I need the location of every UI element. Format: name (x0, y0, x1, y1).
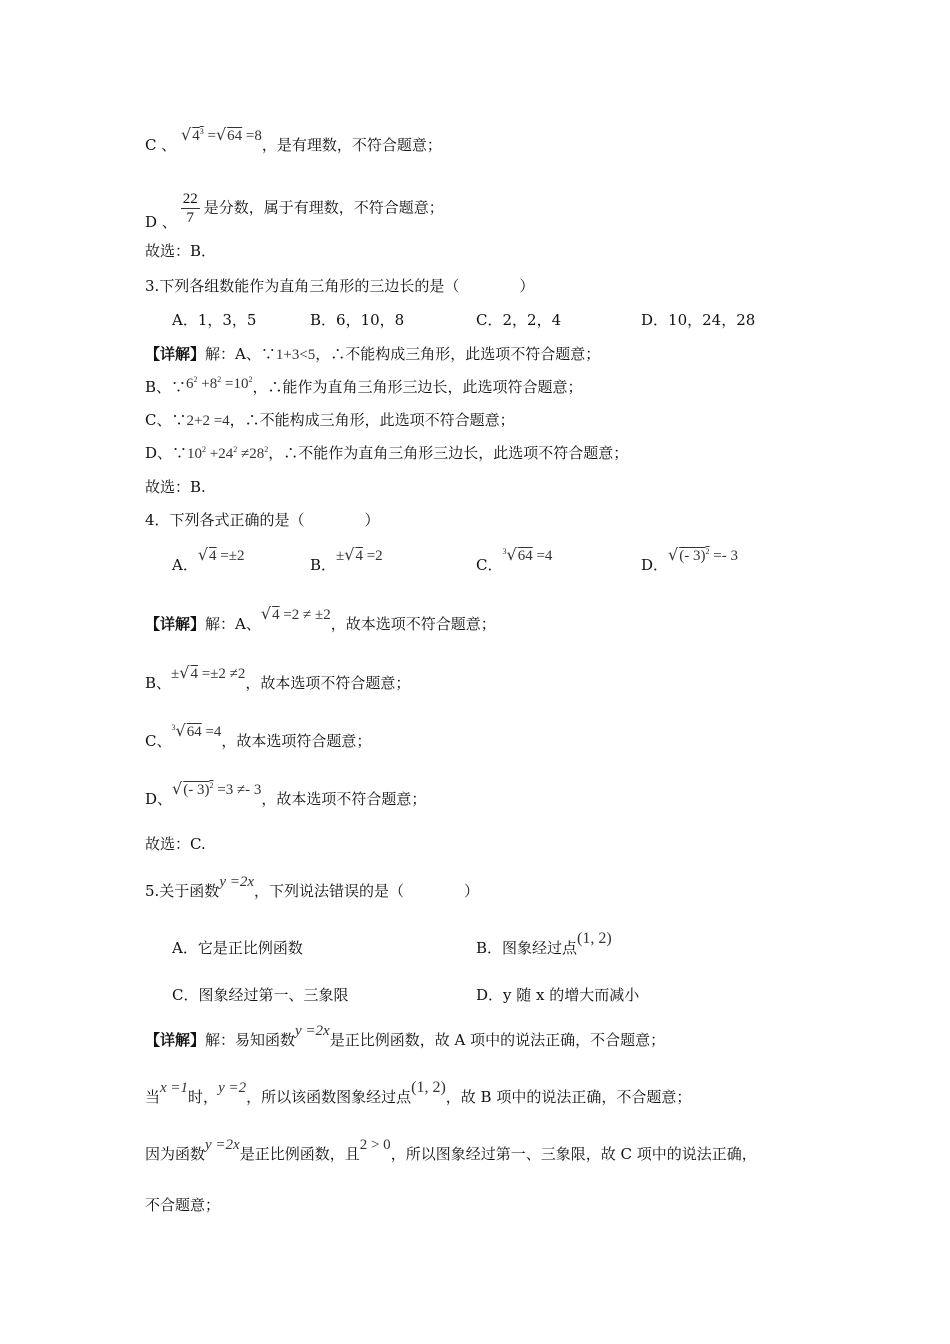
q2-option-c-explanation: C 、 $√4^3 =√64 =8$，是有理数，不符合题意； (145, 125, 442, 154)
q5-detail-line2: 当x =1时，y =2，所以该函数图象经过点(1, 2)，故 B 项中的说法正确，不合题意； (145, 1079, 692, 1106)
q4-option-c: C．$^3$√64 =4 (476, 545, 553, 574)
q3-detail-b: B、$\because 6^2 +8^2 =10^2$，∴能作为直角三角形三边长，此选项符合题意； (145, 375, 583, 396)
q3-option-b: B．6，10，8 (310, 311, 405, 329)
q4-stem: 4．下列各式正确的是（ ） (145, 511, 380, 529)
q3-stem: 3.下列各组数能作为直角三角形的三边长的是（ ） (145, 277, 535, 295)
math-pythagoras-b: $6^2 +8^2 =10^2$ (186, 375, 253, 392)
q4-detail-b: B、±√4 =±2 ≠2，故本选项不符合题意； (145, 663, 411, 692)
q5-option-d: D．y 随 x 的增大而减小 (476, 986, 640, 1004)
q3-detail-a: 【详解】解：A、∵1+3<5，∴不能构成三角形，此选项不符合题意； (145, 345, 601, 363)
q4-option-d: D．√(- 3)$^2$ =- 3 (641, 545, 738, 574)
math-c-expression: $√4^3 =√64 =8$ (181, 125, 262, 144)
q5-detail-line3: 因为函数y =2x是正比例函数，且2 > 0，所以图象经过第一、三象限，故 C 项中的说法正确， (145, 1137, 757, 1163)
q5-option-a: A．它是正比例函数 (172, 939, 303, 957)
q4-answer: 故选：C. (145, 835, 206, 853)
q2-option-d-explanation: D 、 $\frac{22}{7}$ 是分数，属于有理数，不符合题意； (145, 191, 444, 231)
q2-answer: 故选：B． (145, 242, 217, 260)
q5-option-c: C．图象经过第一、三象限 (172, 986, 349, 1004)
fraction-22-7: $\frac{22}{7}$ (182, 191, 198, 226)
q3-option-a: A．1，3，5 (172, 311, 257, 329)
q5-stem: 5.关于函数y =2x，下列说法错误的是（ ） (145, 874, 480, 900)
q3-option-c: C．2，2，4 (476, 311, 562, 329)
q5-detail-line4: 不合题意； (145, 1196, 221, 1214)
q3-option-d: D．10，24，28 (641, 311, 756, 329)
q5-option-b: B．图象经过点(1, 2) (476, 930, 612, 957)
q4-option-a: A．√4 =±2 (172, 545, 245, 574)
q4-detail-c: C、$^3$√64 =4，故本选项符合题意； (145, 721, 372, 750)
math-pythagoras-d: $10^2 +24^2 \ne 28^2$ (187, 445, 269, 462)
q4-option-b: B．±√4 =2 (310, 545, 383, 574)
q3-answer: 故选：B. (145, 478, 206, 496)
q5-detail-line1: 【详解】解：易知函数y =2x是正比例函数，故 A 项中的说法正确，不合题意； (145, 1023, 666, 1049)
q4-detail-d: D、√(- 3)$^2$ =3 ≠- 3，故本选项不符合题意； (145, 779, 427, 808)
q3-detail-c: C、∵2+2 =4，∴不能构成三角形，此选项不符合题意； (145, 411, 515, 429)
q3-detail-d: D、$\because 10^2 +24^2 \ne 28^2$，∴不能作为直角三角形三边长，此选项不符合题意； (145, 444, 629, 462)
q4-detail-a: 【详解】解：A、√4 =2 ≠ ±2，故本选项不符合题意； (145, 604, 496, 633)
